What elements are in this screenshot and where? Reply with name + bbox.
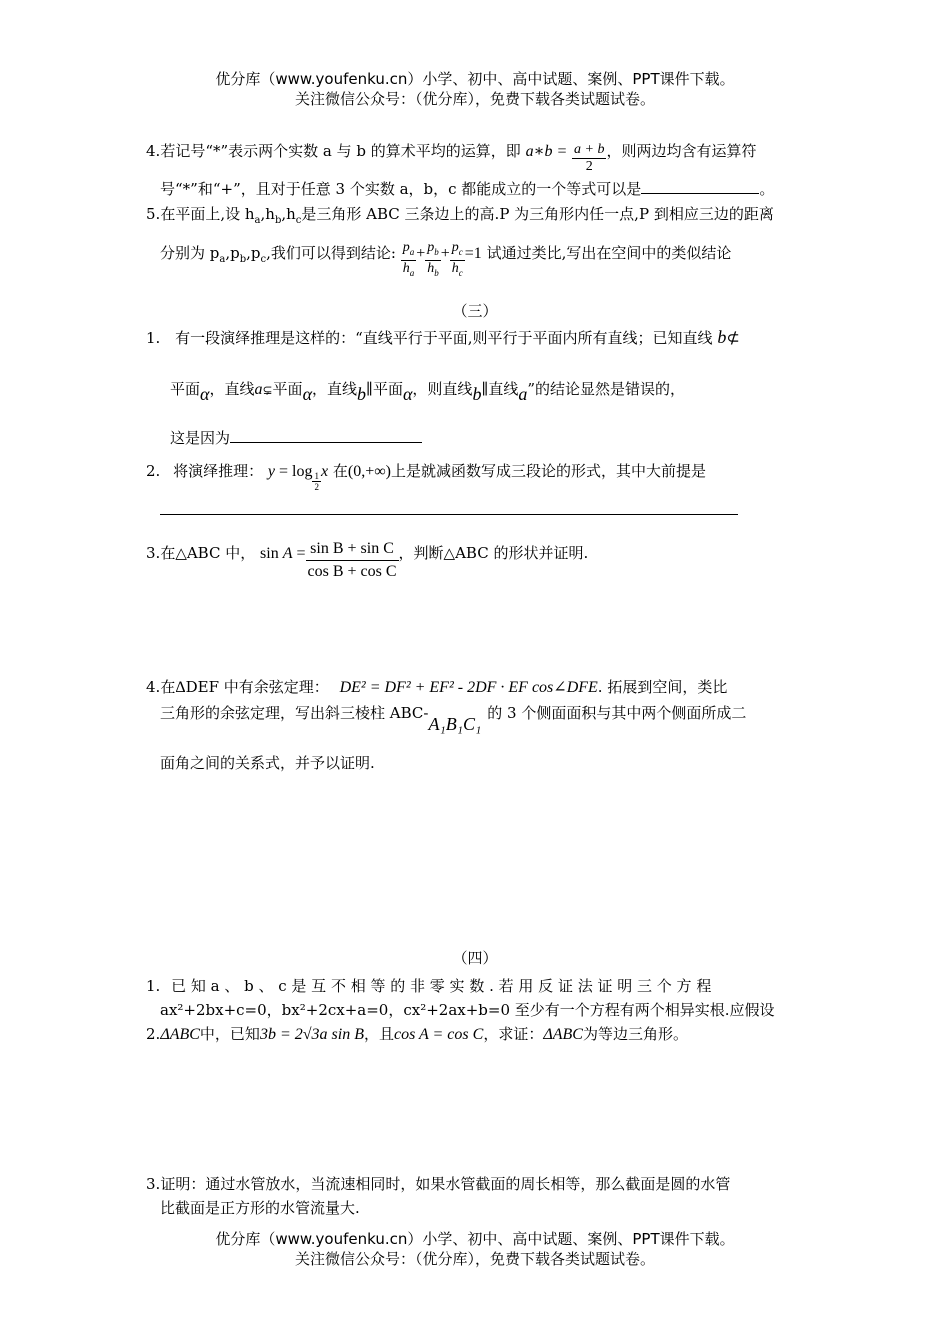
alpha-symbol: α bbox=[200, 384, 210, 404]
question-text-3: 试通过类比,写出在空间中的类似结论 bbox=[486, 243, 732, 262]
text: 在 bbox=[332, 462, 348, 480]
sec4-question-1-line-2: ax²+2bx+c=0，bx²+2cx+a=0，cx²+2ax+b=0 至少有一个方程有两个相异实根.应假设 bbox=[160, 1001, 775, 1019]
text: 上是就减函数写成三段论的形式，其中大前提是 bbox=[390, 462, 706, 480]
text: . 拓展到空间，类比 bbox=[597, 678, 728, 696]
plus: + bbox=[440, 244, 450, 262]
question-text-2: ,我们可以得到结论: bbox=[266, 243, 396, 262]
sub-b: b bbox=[239, 253, 247, 265]
comma: , bbox=[260, 205, 266, 223]
fraction-pa-ha: $\frac{p_a}{h_a}$ bbox=[402, 240, 415, 278]
comma: , bbox=[281, 205, 287, 223]
triangle-abc: ΔABC bbox=[160, 1026, 200, 1043]
period: 。 bbox=[759, 180, 775, 198]
question-text: 在平面上,设 h bbox=[160, 205, 255, 223]
question-number: 3. bbox=[146, 1175, 161, 1193]
condition-1: 3b = 2√3a sin B bbox=[259, 1026, 364, 1043]
text: 平面 bbox=[272, 380, 303, 398]
lhs: sin A = bbox=[260, 545, 306, 562]
sec3-question-1-line-2 bbox=[170, 378, 686, 404]
footer-line-1: 优分库（www.youfenku.cn）小学、初中、高中试题、案例、PPT课件下载。 bbox=[215, 1230, 735, 1248]
not-subset-symbol: ⊄ bbox=[726, 330, 740, 347]
question-number: 4. bbox=[146, 678, 161, 696]
question-text: 将演绎推理： bbox=[173, 462, 264, 480]
sec3-question-2 bbox=[146, 460, 706, 492]
triangle-abc: ΔABC bbox=[543, 1026, 583, 1043]
question-text: 证明：通过水管放水，当流速相同时，如果水管截面的周长相等，那么截面是圆的水管 bbox=[160, 1175, 731, 1193]
log-formula: y = log bbox=[267, 463, 313, 480]
question-text: 若记号“*”表示两个实数 a 与 b 的算术平均的运算，即 bbox=[160, 142, 521, 160]
text: 中，已知 bbox=[199, 1025, 260, 1043]
sec3-question-1-line-3 bbox=[170, 427, 422, 448]
section-3-title: （三） bbox=[452, 302, 498, 320]
answer-blank[interactable] bbox=[230, 442, 422, 443]
sub-b: b bbox=[274, 215, 282, 226]
text: 的 3 个侧面面积与其中两个侧面所成二 bbox=[487, 704, 747, 722]
sec3-question-1 bbox=[146, 327, 740, 348]
question-5-line-2: 分别为 $p_a,p_b,p_c$,我们可以得到结论: $\frac{p_a}{h_a}$ + $\frac{p_b}{h_b}$ + $\frac{p_c}{h_c}$ =1 试通过类比,写出在空间中的类似结论 bbox=[160, 240, 731, 281]
sec3-question-4 bbox=[146, 676, 727, 697]
text: 平面 bbox=[170, 380, 201, 398]
condition-2: cos A = cos C bbox=[393, 1026, 484, 1043]
fraction: $\frac{\text{sin B + sin C}}{\text{cos B + cos C}}$ bbox=[307, 540, 397, 580]
formula-lhs: a∗b = bbox=[525, 143, 568, 160]
text: ∥直线 bbox=[481, 380, 519, 398]
sub-a: a bbox=[254, 215, 261, 226]
sec4-question-2 bbox=[146, 1023, 688, 1044]
header-line-2: 关注微信公众号：（优分库），免费下载各类试题试卷。 bbox=[294, 90, 655, 108]
question-text: 分别为 p bbox=[160, 243, 220, 262]
fraction-pc-hc: $\frac{p_c}{h_c}$ bbox=[451, 240, 463, 278]
question-4-line-2 bbox=[160, 178, 774, 199]
sec4-question-3-line-2: 比截面是正方形的水管流量大. bbox=[160, 1199, 360, 1217]
footer-line-2: 关注微信公众号：（优分库），免费下载各类试题试卷。 bbox=[294, 1250, 655, 1268]
log-base: $\frac{1}{2}$ bbox=[314, 471, 319, 492]
a-symbol: a bbox=[254, 381, 263, 398]
question-text: 有一段演绎推理是这样的：“直线平行于平面,则平行于平面内所有直线；已知直线 bbox=[175, 329, 713, 347]
question-text: 在△ABC 中， bbox=[160, 544, 256, 562]
header-line-1: 优分库（www.youfenku.cn）小学、初中、高中试题、案例、PPT课件下载。 bbox=[215, 70, 735, 88]
text: ∥平面 bbox=[366, 380, 403, 398]
text: 这是因为 bbox=[170, 429, 231, 447]
question-number: 4. bbox=[146, 142, 161, 160]
x-variable: x bbox=[320, 463, 329, 480]
b-symbol: b bbox=[472, 384, 482, 404]
question-number: 1. bbox=[146, 977, 161, 995]
question-4 bbox=[146, 140, 756, 175]
alpha-symbol: α bbox=[302, 384, 313, 404]
question-number: 3. bbox=[146, 544, 161, 562]
question-text-b: ，判断△ABC 的形状并证明. bbox=[398, 544, 589, 562]
delta-symbol: Δ bbox=[175, 679, 186, 696]
question-text: 号“*”和“+”，且对于任意 3 个实数 a，b，c 都能成立的一个等式可以是 bbox=[160, 180, 642, 198]
text: 为等边三角形。 bbox=[582, 1025, 688, 1043]
fraction bbox=[572, 142, 606, 175]
question-text-b: ，则两边均含有运算符 bbox=[606, 142, 757, 160]
question-number: 2. bbox=[146, 1025, 161, 1043]
a-symbol: a bbox=[518, 384, 528, 404]
text: ”的结论显然是错误的， bbox=[527, 380, 686, 398]
text: 三角形的余弦定理，写出斜三棱柱 ABC- bbox=[160, 704, 429, 722]
text: ，直线 bbox=[312, 380, 358, 398]
equals-one: =1 bbox=[464, 244, 482, 262]
text: ，且 bbox=[363, 1025, 394, 1043]
section-4-title: （四） bbox=[452, 949, 498, 967]
alpha-symbol: α bbox=[402, 384, 413, 404]
b-symbol: b bbox=[717, 327, 727, 347]
text: 在 bbox=[160, 678, 176, 696]
text: ，直线 bbox=[209, 380, 255, 398]
text: ，则直线 bbox=[412, 380, 473, 398]
sub-a: a bbox=[219, 253, 226, 265]
question-number: 2. bbox=[146, 462, 161, 480]
text: ，求证： bbox=[483, 1025, 544, 1043]
answer-blank[interactable] bbox=[641, 193, 759, 194]
sec3-question-4-line-2 bbox=[160, 702, 747, 734]
question-5: 5.在平面上,设 $h_a,h_b,h_c$是三角形 ABC 三条边上的高.P 为三角形内任一点,P 到相应三边的距离 bbox=[146, 205, 774, 226]
answer-line[interactable] bbox=[160, 512, 738, 515]
sec4-question-3 bbox=[146, 1173, 730, 1194]
question-number: 1. bbox=[146, 329, 161, 347]
plus: + bbox=[416, 244, 426, 262]
cosine-law-formula: DE² = DF² + EF² - 2DF · EF cos∠DFE bbox=[339, 679, 598, 696]
sub-c: c bbox=[295, 215, 302, 226]
sec3-question-3 bbox=[146, 538, 588, 583]
b-symbol: b bbox=[357, 384, 367, 404]
question-text-2: 是三角形 ABC 三条边上的高.P 为三角形内任一点,P 到相应三边的距离 bbox=[301, 205, 774, 223]
numerator: a + b bbox=[574, 142, 605, 157]
sec3-question-4-line-3: 面角之间的关系式，并予以证明. bbox=[160, 754, 375, 772]
interval: (0,+∞) bbox=[347, 463, 391, 480]
question-text: 已 知 a 、 b 、 c 是 互 不 相 等 的 非 零 实 数 . 若 用 反 证 法 证 明 三 个 方 程 bbox=[171, 977, 712, 995]
text: DEF 中有余弦定理： bbox=[185, 678, 329, 696]
sec4-question-1 bbox=[146, 975, 711, 996]
fraction-pb-hb: $\frac{p_b}{h_b}$ bbox=[427, 240, 439, 278]
sub-c: c bbox=[260, 253, 267, 265]
prism-label: A₁B₁C₁ bbox=[428, 714, 482, 734]
proper-subset-symbol: ⊊ bbox=[262, 383, 273, 397]
denominator: 2 bbox=[585, 159, 593, 174]
question-number: 5. bbox=[146, 205, 161, 223]
